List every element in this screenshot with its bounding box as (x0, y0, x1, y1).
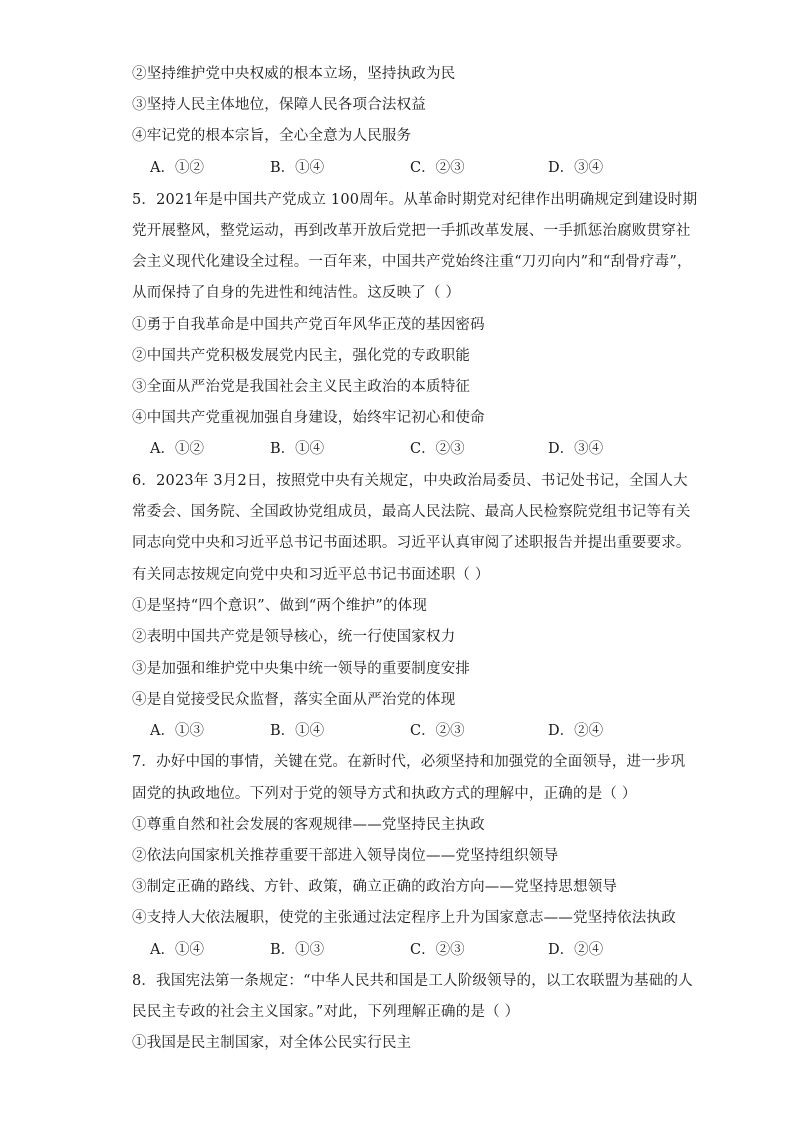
q6-statement-3: ③是加强和维护党中央集中统一领导的重要制度安排 (132, 661, 471, 677)
q4-statement-2: ②坚持维护党中央权威的根本立场，坚持执政为民 (132, 66, 456, 82)
q6-stem-line-1: 6．2023年 3月2日，按照党中央有关规定，中央政治局委员、书记处书记，全国人大 (132, 473, 688, 489)
q6-option-b: B．①④ (270, 723, 325, 739)
q6-statement-4: ④是自觉接受民众监督，落实全面从严治党的体现 (132, 692, 456, 708)
q7-option-a: A．①④ (150, 942, 204, 958)
q6-statement-1: ①是坚持“四个意识”、做到“两个维护”的体现 (132, 598, 428, 614)
q4-option-d: D．③④ (548, 160, 604, 176)
q4-statement-3: ③坚持人民主体地位，保障人民各项合法权益 (132, 97, 426, 113)
q8-statement-1: ①我国是民主制国家，对全体公民实行民主 (132, 1035, 412, 1051)
q7-statement-2: ②依法向国家机关推荐重要干部进入领导岗位——党坚持组织领导 (132, 848, 559, 864)
q6-stem-line-4: 有关同志按规定向党中央和习近平总书记书面述职（ ） (132, 567, 490, 583)
q5-stem-line-1: 5．2021年是中国共产党成立 100周年。从革命时期党对纪律作出明确规定到建设时期 (132, 192, 698, 208)
q5-statement-1: ①勇于自我革命是中国共产党百年风华正茂的基因密码 (132, 317, 485, 333)
q7-options (150, 940, 670, 960)
q7-option-c: C．②③ (410, 942, 465, 958)
q7-option-b: B．①③ (270, 942, 325, 958)
q6-option-d: D．②④ (548, 723, 604, 739)
q7-option-d: D．②④ (548, 942, 604, 958)
q4-option-a: A．①② (150, 160, 204, 176)
q5-statement-4: ④中国共产党重视加强自身建设，始终牢记初心和使命 (132, 410, 485, 426)
q4-statement-4: ④牢记党的根本宗旨，全心全意为人民服务 (132, 128, 412, 144)
q5-statement-3: ③全面从严治党是我国社会主义民主政治的本质特征 (132, 379, 471, 395)
q6-stem-line-2: 常委会、国务院、全国政协党组成员，最高人民法院、最高人民检察院党组书记等有关 (132, 504, 691, 520)
q6-statement-2: ②表明中国共产党是领导核心，统一行使国家权力 (132, 629, 456, 645)
q7-stem-line-2: 固党的执政地位。下列对于党的领导方式和执政方式的理解中，正确的是（ ） (132, 786, 637, 802)
q6-option-a: A．①③ (150, 723, 204, 739)
q4-option-b: B．①④ (270, 160, 325, 176)
q7-stem-line-1: 7．办好中国的事情，关键在党。在新时代，必须坚持和加强党的全面领导，进一步巩 (132, 754, 686, 770)
q8-stem-line-2: 民民主专政的社会主义国家。”对此，下列理解正确的是（ ） (132, 1004, 520, 1020)
q5-stem-line-2: 党开展整风，整党运动，再到改革开放后党把一手抓改革发展、一手抓惩治腐败贯穿社 (132, 223, 691, 239)
q6-options (150, 721, 670, 741)
q5-statement-2: ②中国共产党积极发展党内民主，强化党的专政职能 (132, 348, 471, 364)
q7-statement-1: ①尊重自然和社会发展的客观规律——党坚持民主执政 (132, 817, 485, 833)
q5-stem-line-4: 从而保持了自身的先进性和纯洁性。这反映了（ ） (132, 285, 461, 301)
q5-option-a: A．①② (150, 441, 204, 457)
q4-options (150, 158, 670, 178)
q6-stem-line-3: 同志向党中央和习近平总书记书面述职。习近平认真审阅了述职报告并提出重要要求。 (132, 535, 691, 551)
q7-statement-3: ③制定正确的路线、方针、政策，确立正确的政治方向——党坚持思想领导 (132, 879, 618, 895)
q5-options (150, 439, 670, 459)
q7-statement-4: ④支持人大依法履职，使党的主张通过法定程序上升为国家意志——党坚持依法执政 (132, 910, 676, 926)
q4-option-c: C．②③ (410, 160, 465, 176)
q5-stem-line-3: 会主义现代化建设全过程。一百年来，中国共产党始终注重“刀刃向内”和“刮骨疗毒”， (132, 254, 692, 270)
q6-option-c: C．②③ (410, 723, 465, 739)
q5-option-b: B．①④ (270, 441, 325, 457)
q5-option-c: C．②③ (410, 441, 465, 457)
q8-stem-line-1: 8．我国宪法第一条规定：“中华人民共和国是工人阶级领导的，以工农联盟为基础的人 (132, 973, 693, 989)
q5-option-d: D．③④ (548, 441, 604, 457)
